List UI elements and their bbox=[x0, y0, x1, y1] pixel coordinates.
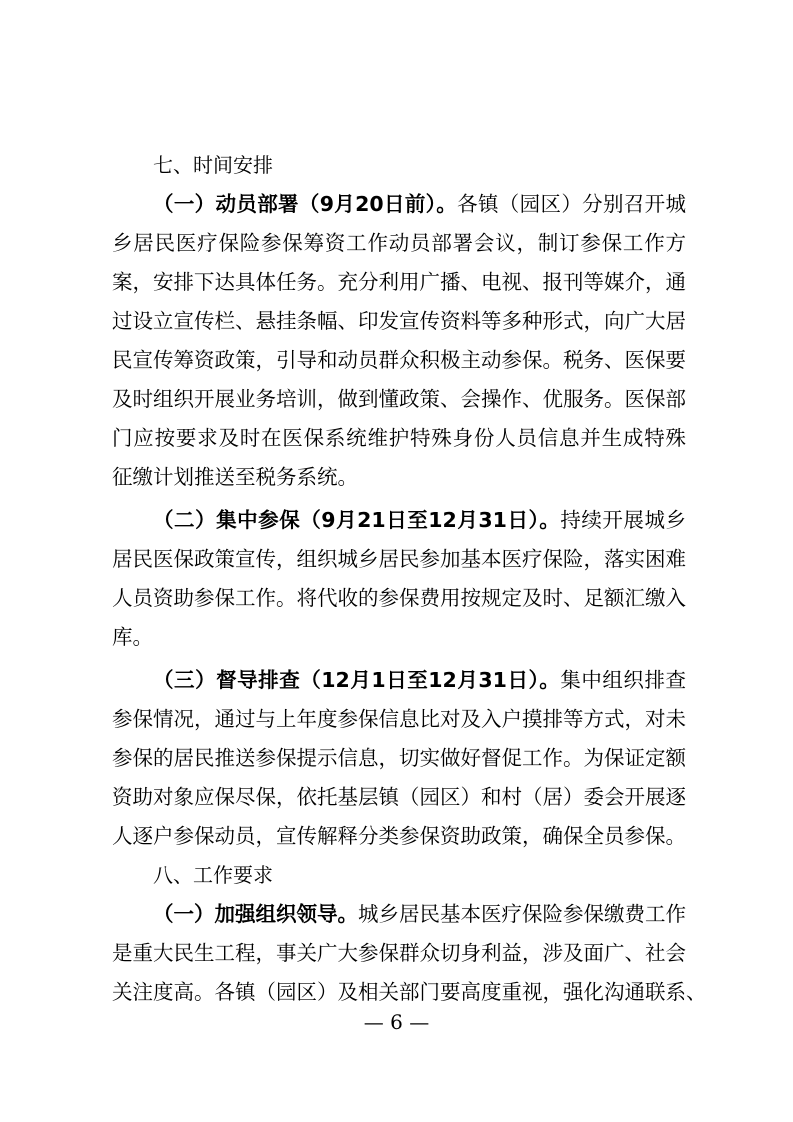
paragraph-line: 是重大民生工程，事关广大参保群众切身利益，涉及面广、社会 bbox=[112, 941, 686, 965]
paragraph-line: 过设立宣传栏、悬挂条幅、印发宣传资料等多种形式，向广大居 bbox=[112, 309, 686, 333]
paragraph-supervision bbox=[112, 661, 686, 856]
paragraph-line: 乡居民医疗保险参保筹资工作动员部署会议，制订参保工作方 bbox=[112, 231, 686, 255]
paragraph-line: 参保的居民推送参保提示信息，切实做好督促工作。为保证定额 bbox=[112, 746, 686, 770]
paragraph-line: 人逐户参保动员，宣传解释分类参保资助政策，确保全员参保。 bbox=[112, 824, 686, 848]
page-body bbox=[112, 146, 707, 1012]
paragraph-line: 门应按要求及时在医保系统维护特殊身份人员信息并生成特殊 bbox=[112, 426, 686, 450]
bold-lead-centralized-enrollment: （二）集中参保（9月21日至12月31日）。 bbox=[153, 508, 561, 532]
paragraph-line: 关注度高。各镇（园区）及相关部门要高度重视，强化沟通联系、 bbox=[112, 980, 707, 1004]
paragraph-line: 参保情况，通过与上年度参保信息比对及入户摸排等方式，对未 bbox=[112, 707, 686, 731]
paragraph-line: 资助对象应保尽保，依托基层镇（园区）和村（居）委会开展逐 bbox=[112, 785, 686, 809]
paragraph-line: 及时组织开展业务培训，做到懂政策、会操作、优服务。医保部 bbox=[112, 387, 686, 411]
paragraph-line: 居民医保政策宣传，组织城乡居民参加基本医疗保险，落实困难 bbox=[112, 547, 686, 571]
bold-lead-leadership: （一）加强组织领导。 bbox=[153, 902, 358, 926]
paragraph-line: 库。 bbox=[112, 625, 153, 649]
paragraph-line: 案，安排下达具体任务。充分利用广播、电视、报刊等媒介，通 bbox=[112, 270, 686, 294]
paragraph-line: （一）加强组织领导。城乡居民基本医疗保险参保缴费工作 bbox=[153, 902, 686, 926]
paragraph-line: 民宣传筹资政策，引导和动员群众积极主动参保。税务、医保要 bbox=[112, 348, 686, 372]
section-heading-work-requirements: 八、工作要求 bbox=[153, 863, 273, 887]
paragraph-leadership bbox=[112, 895, 707, 1012]
section-heading-time-schedule: 七、时间安排 bbox=[153, 153, 273, 177]
paragraph-mobilization bbox=[112, 185, 686, 497]
paragraph-line: （三）督导排查（12月1日至12月31日）。集中组织排查 bbox=[153, 668, 686, 692]
page-number: — 6 — bbox=[363, 1010, 430, 1034]
paragraph-line: （二）集中参保（9月21日至12月31日）。持续开展城乡 bbox=[153, 508, 686, 532]
bold-lead-mobilization: （一）动员部署（9月20日前）。 bbox=[153, 192, 458, 216]
paragraph-line: （一）动员部署（9月20日前）。各镇（园区）分别召开城 bbox=[153, 192, 687, 216]
paragraph-centralized-enrollment bbox=[112, 501, 686, 657]
paragraph-line: 征缴计划推送至税务系统。 bbox=[112, 465, 358, 489]
paragraph-line: 人员资助参保工作。将代收的参保费用按规定及时、足额汇缴入 bbox=[112, 586, 686, 610]
bold-lead-supervision: （三）督导排查（12月1日至12月31日）。 bbox=[153, 668, 561, 692]
